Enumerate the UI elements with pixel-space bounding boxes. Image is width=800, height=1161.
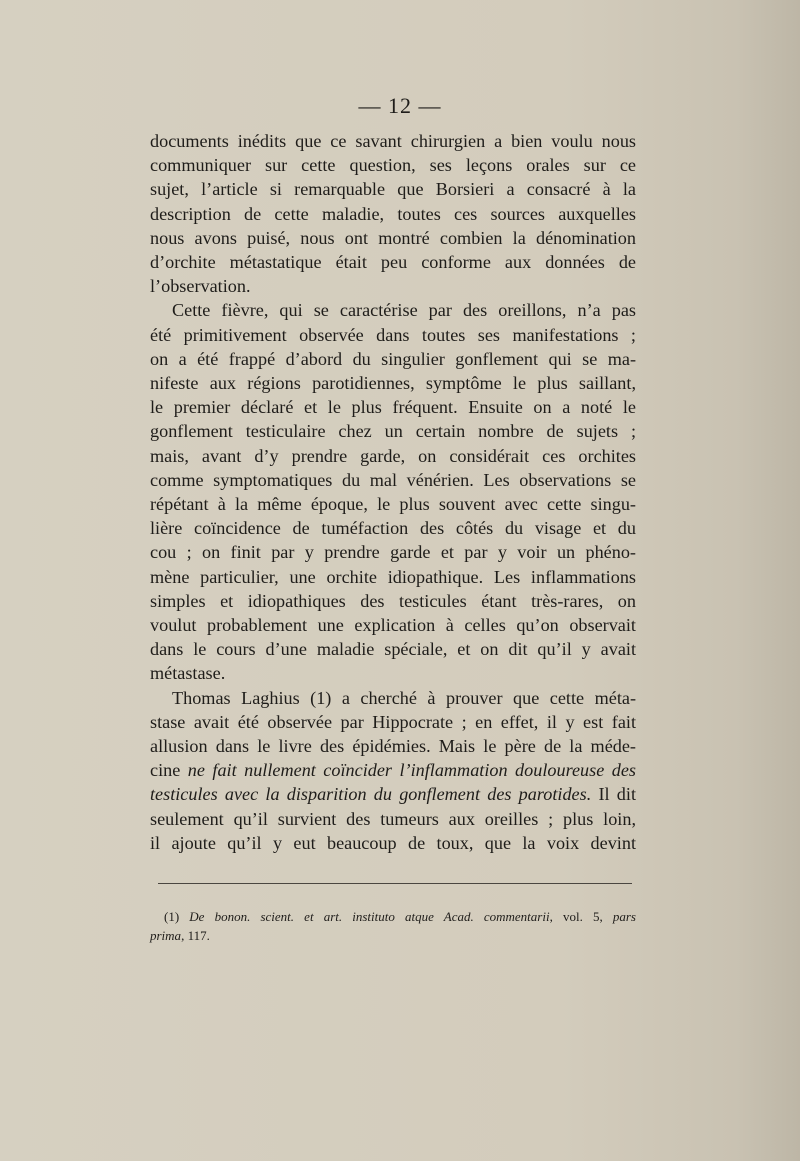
text-line [150, 758, 636, 782]
text-line: comme symptomatiques du mal vénérien. Les observations se [150, 469, 636, 490]
page-number: — 12 — [358, 93, 442, 118]
text-line: dans le cours d’une maladie spéciale, et on dit qu’il y avait [150, 639, 636, 660]
italic-text: testicules avec la disparition du gonflement des parotides. [150, 784, 592, 805]
text-line: mais, avant d’y prendre garde, on considérait ces orchites [150, 445, 636, 466]
text-line: seulement qu’il survient des tumeurs aux oreilles ; plus loin, [150, 808, 636, 829]
text-line: voulut probablement une explication à celles qu’on observait [150, 615, 636, 636]
text-line: stase avait été observée par Hippocrate ; en effet, il y est fait [150, 711, 636, 732]
footnote-marker: (1) [164, 909, 190, 924]
text-line: nifeste aux régions parotidiennes, symptôme le plus saillant, [150, 373, 636, 394]
text-line: description de cette maladie, toutes ces sources auxquelles [150, 203, 636, 224]
text-line: répétant à la même époque, le plus souvent avec cette singu- [150, 494, 636, 515]
text-line: Thomas Laghius (1) a cherché à prouver que cette méta- [172, 687, 636, 708]
text-line [150, 782, 636, 806]
text-line: Cette fièvre, qui se caractérise par des oreillons, n’a pas [172, 300, 636, 321]
italic-text: ne fait nullement coïncider l’inflammation douloureuse des [187, 760, 636, 781]
text-line: cou ; on finit par y prendre garde et par y voir un phéno- [150, 542, 636, 563]
text-line: l’observation. [150, 276, 251, 297]
footnote-divider [158, 883, 632, 884]
text-segment: , vol. 5, [549, 909, 613, 924]
text-line: gonflement testiculaire chez un certain nombre de sujets ; [150, 421, 636, 442]
text-line: simples et idiopathiques des testicules étant très-rares, on [150, 590, 636, 611]
text-line: allusion dans le livre des épidémies. Mais le père de la méde- [150, 736, 636, 757]
italic-text: prima [150, 928, 182, 943]
italic-text: De bonon. scient. et art. instituto atque Acad. commentarii [189, 909, 550, 924]
text-line: métastase. [150, 663, 226, 684]
text-line: documents inédits que ce savant chirurgien a bien voulu nous [150, 131, 636, 151]
footnote-line [150, 907, 636, 926]
text-line: on a été frappé d’abord du singulier gonflement qui se ma- [150, 348, 636, 369]
text-line: été primitivement observée dans toutes ses manifestations ; [150, 324, 636, 345]
italic-text: pars [612, 909, 636, 924]
text-line: lière coïncidence de tuméfaction des côtés du visage et du [150, 518, 636, 539]
text-line: sujet, l’article si remarquable que Borsieri a consacré à la [150, 179, 636, 200]
text-line: d’orchite métastatique était peu conforme aux données de [150, 252, 636, 273]
text-line: mène particulier, une orchite idiopathique. Les inflammations [150, 566, 636, 587]
footnote-line [150, 926, 636, 945]
footnote [150, 907, 636, 945]
body-text [150, 129, 636, 855]
text-segment: Il dit [591, 784, 636, 805]
text-line: le premier déclaré et le plus fréquent. Ensuite on a noté le [150, 397, 636, 418]
text-line: il ajoute qu’il y eut beaucoup de toux, que la voix devint [150, 832, 636, 853]
text-line: nous avons puisé, nous ont montré combien la dénomination [150, 227, 636, 248]
text-segment: , 117. [181, 928, 210, 943]
text-segment: cine [150, 760, 188, 781]
text-line: communiquer sur cette question, ses leçons orales sur ce [150, 155, 636, 176]
